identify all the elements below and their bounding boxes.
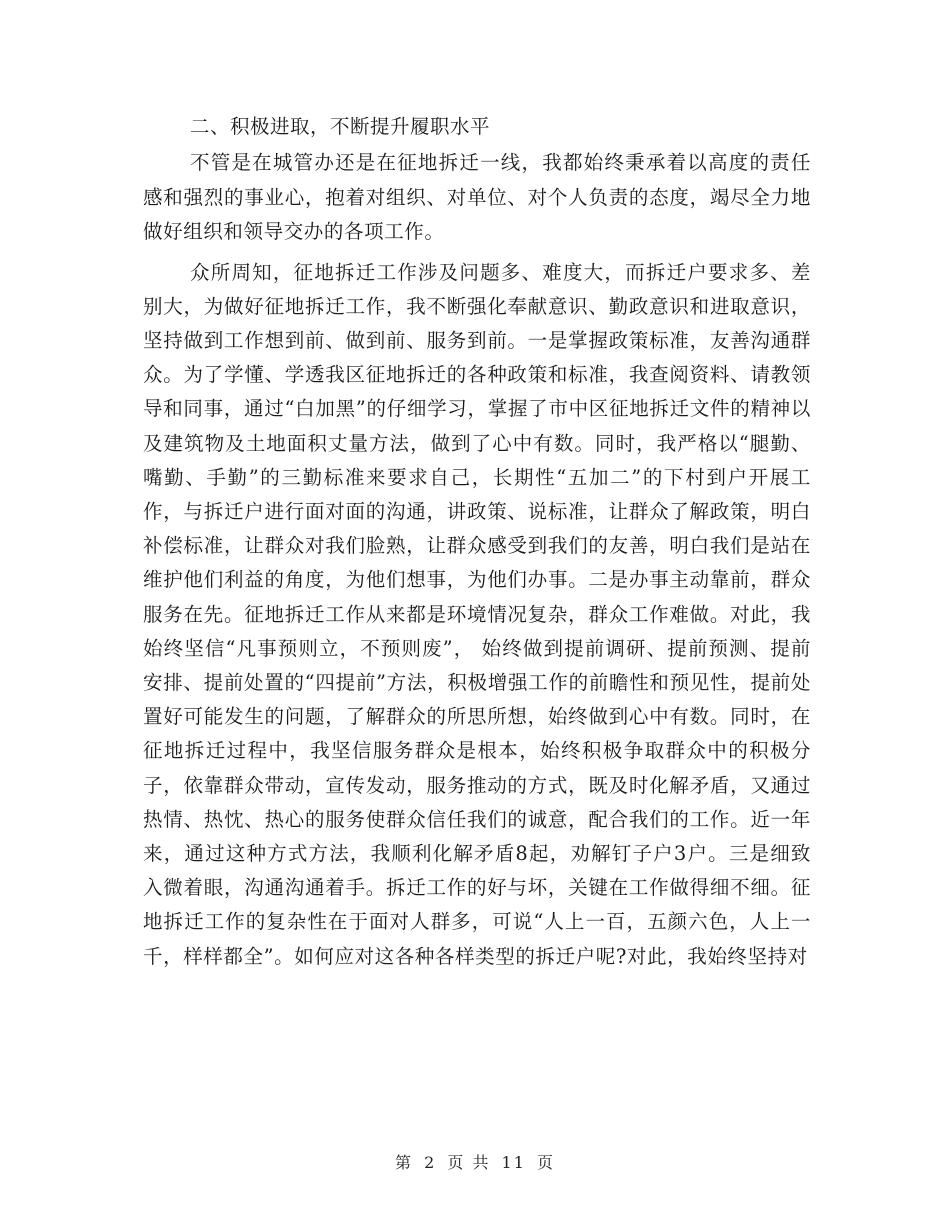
page-label-suffix: 页 [537,1153,556,1172]
section-heading: 二、积极进取，不断提升履职水平 [190,115,491,138]
paragraph-1: 不管是在城管办还是在征地拆迁一线，我都始终秉承着以高度的责任感和强烈的事业心，抱着对组织、对单位、对个人负责的态度，竭尽全力地做好组织和领导交办的各项工作。 [143,151,811,243]
current-page-number: 2 [424,1153,437,1172]
page-label-prefix: 第 [394,1153,413,1172]
page-footer [0,1150,950,1173]
page-label-middle: 页 共 [447,1153,491,1172]
total-pages-number: 11 [501,1153,526,1172]
document-body [143,108,811,980]
paragraph-2: 众所周知，征地拆迁工作涉及问题多、难度大，而拆迁户要求多、差别大，为做好征地拆迁工作，我不断强化奉献意识、勤政意识和进取意识，坚持做到工作想到前、做到前、服务到前。一是掌握政策标准，友善沟通群众。为了学懂、学透我区征地拆迁的各种政策和标准，我查阅资料、请教领导和同事，通过“白加黑”的仔细学习，掌握了市中区征地拆迁文件的精神以及建筑物及土地面积丈量方法，做到了心中有数。同时，我严格以“腿勤、嘴勤、手勤”的三勤标准来要求自己，长期性“五加二”的下村到户开展工作，与拆迁户进行面对面的沟通，讲政策、说标准，让群众了解政策，明白补偿标准，让群众对我们脸熟，让群众感受到我们的友善，明白我们是站在维护他们利益的角度，为他们想事，为他们办事。二是办事主动靠前，群众服务在先。征地拆迁工作从来都是环境情况复杂，群众工作难做。对此，我始终坚信“凡事预则立，不预则废”， 始终做到提前调研、提前预测、提前安排、提前处置的“四提前”方法，积极增强工作的前瞻性和预见性，提前处置好可能发生的问题，了解群众的所思所想，始终做到心中有数。同时，在征地拆迁过程中，我坚信服务群众是根本，始终积极争取群众中的积极分子，依靠群众带动，宣传发动，服务推动的方式，既及时化解矛盾，又通过热情、热忱、热心的服务使群众信任我们的诚意，配合我们的工作。近一年来，通过这种方式方法，我顺利化解矛盾8起，劝解钉子户3户。三是细致入微着眼，沟通沟通着手。拆迁工作的好与坏，关键在工作做得细不细。征地拆迁工作的复杂性在于面对人群多，可说“人上一百，五颜六色，人上一千，样样都全”。如何应对这各种各样类型的拆迁户呢?对此，我始终坚持对 [143,260,811,968]
